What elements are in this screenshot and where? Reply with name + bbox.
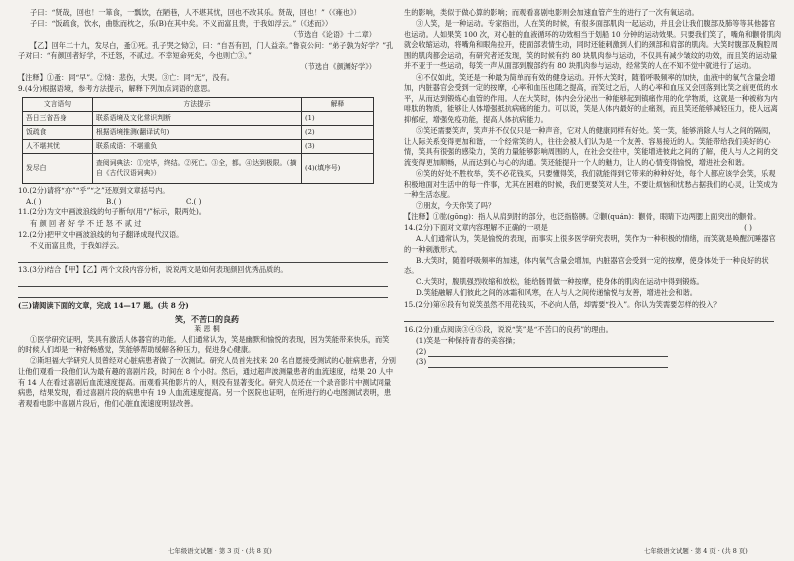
answer-cell[interactable]: (3) (302, 139, 374, 153)
left-page (18, 0, 396, 561)
answer-cell[interactable]: (2) (302, 125, 374, 139)
q16-item-2-label: (2) (416, 346, 427, 356)
text-a2: 子曰：“饭疏食，饮水，曲肱而枕之，乐(B)在其中矣。不义而富且贵，于我如浮云。”（《述而》） (30, 19, 333, 29)
answer-line[interactable] (428, 348, 668, 357)
table-cell: 联系语境及文化常识判断 (93, 111, 302, 125)
table-cell: 饭疏食 (23, 125, 93, 139)
table-header: 方法提示 (93, 97, 302, 111)
q16-item-2 (416, 347, 782, 358)
q10-option-c[interactable]: C.( ) (186, 196, 202, 206)
section-3-heading: (三)请阅读下面的文章，完成 14—17 题。(共 8 分) (18, 300, 189, 310)
paragraph-7: ⑦朋友，今天你笑了吗？ (416, 201, 496, 211)
text-b1: 【乙】回年二十九，发尽白，蚤①死。孔子哭之恸②，曰：“自吾有回，门人益亲。”鲁哀公问：“弟子孰为好学？”孔子对曰：“有颜回者好学，不迁怒，不贰过。不幸短命死矣，今也则亡③。” (18, 40, 394, 61)
question-11: 11.(2分)为文中画波浪线的句子断句(用“/”标示，限两处)。 (18, 207, 206, 217)
text-a1: 子曰：“贤哉，回也！一箪食，一瓢饮，在陋巷，人不堪其忧，回也不改其乐。贤哉，回也！”（《雍也》） (30, 8, 361, 17)
table-cell: 吾日三省吾身 (23, 111, 93, 125)
paragraph-4: ④不仅如此，笑还是一种最为简单而有效的健身运动。开怀大笑时，随着呼吸频率的加快，血液中的氧气含量会增加，内脏器官会受到一定的按摩，心率和血压也随之提高，而笑过之后，人的心率和血压又会回落到比笑之前更低的水平，从而达到锻炼心血管的作用。人在大笑时，体内会分泌出一种能够起到镇痛作用的化学物质，这就是一种被称为内啡肽的物质，能够让人体增强抵抗病痛的能力。可以说，笑是人体内最好的止痛剂，而且笑还能够减轻压力，使人远离抑郁症，增强免疫功能，提高人体抗病能力。 (404, 72, 778, 124)
answer-line[interactable] (404, 311, 774, 322)
paragraph-5: ⑤笑还需要笑声，笑声并不仅仅只是一种声音，它对人的健康同样有好处。笑一笑，能够消除人与人之间的隔阂，让人际关系变得更加和谐，一个经常笑的人，往往会被人们认为是一个友善、容易接近的人。笑能带给我们美好的心情，笑具有很强的感染力，笑的力量能够影响周围的人，在社会交往中，笑能增进彼此之间的了解，使人与人之间的交流变得更加顺畅，从而达到心与心的沟通。笑还能提升一个人的魅力，让人的心情变得愉悦，增进社会和谐。 (404, 126, 778, 167)
table-header-row (23, 97, 374, 111)
q10-options (26, 197, 396, 208)
question-9: 9.(4分)根据语境，参考方法提示，解释下列加点词语的意思。 (18, 84, 215, 94)
article-author: 莱 恩 桐 (194, 325, 220, 334)
table-cell: 联系成语：不堪重负 (93, 139, 302, 153)
table-cell: 人不堪其忧 (23, 139, 93, 153)
table-cell: 根据语境推测(翻译试句) (93, 125, 302, 139)
answer-line[interactable] (428, 359, 668, 368)
question-15: 15.(2分)第⑥段有句说笑虽然不用花钱买，不必向人借，却需要“投入”。你认为笑需要怎样的投入？ (404, 299, 721, 309)
paragraph-6: ⑥笑的好处不胜枚举，笑不必花钱买，只要懂得笑，我们就能得到它带来的种种好处，每个人都应该学会笑，乐观积极地面对生活中的每一件事，尤其在困难的时候，我们更要笑对人生，不要让烦恼和忧愁占据我们的心灵，让笑成为一种生活态度。 (404, 168, 778, 200)
q16-item-3-label: (3) (416, 357, 427, 367)
table-row (23, 125, 374, 139)
paragraph-1: ①医学研究证明，笑具有激活人体器官的功能。人们通常认为，笑是幽默和愉悦的表现，因为笑能带来快乐，而笑的时候人们却是一种舒畅感觉，笑能够帮助缓解各种压力，促进身心健康。 (18, 334, 390, 355)
answer-line[interactable] (18, 252, 388, 263)
table-cell: 查阅词典法：①完毕，终结。②死亡。③全，都。④达到极限。（摘自《古代汉语词典》） (93, 153, 302, 183)
q10-option-b[interactable]: B.( ) (106, 196, 122, 206)
q12-sentence: 不义而富且贵，于我如浮云。 (30, 240, 124, 250)
paragraph-2: ②斯坦福大学研究人员曾经对心脏病患者做了一次测试。研究人员首先找来 20 名自愿接受测试的心脏病患者，分别让他们观看一段他们认为最有趣的喜剧片段，时间在 8 个小时。然后，通过超声波测量患者的血流速度，结果 20 人中有 14 人在看过喜剧后血流速度提高。而观看其他影片的人，则没有显著变化。研究人员还在一个录音影片中测试同量病患，结果发现，看过喜剧片段的病患中有 19 人血流速度提高。另一个医院也证明，在所进行的心电图测试表明，患者观看电影中喜剧片段后，他们心脏血流速度明显改善。 (18, 356, 396, 408)
table-row (23, 139, 374, 153)
question-16: 16.(2分)重点阅读③④⑤段，说说“笑”是“不苦口的良药”的理由。 (404, 324, 613, 334)
question-10: 10.(2分)请将“亦”“乎”“之”还原到文章括号内。 (18, 185, 170, 195)
answer-line[interactable] (18, 276, 388, 287)
q14-option-b[interactable]: B.大笑时，随着呼吸频率的加速，体内氧气含量会增加，内脏器官会受到一定的按摩，使身体处于一种良好的状态。 (404, 255, 769, 276)
q14-option-a[interactable]: A.人们通常认为，笑是愉悦的表现，而事实上很多医学研究表明，笑作为一种积极的情绪，而笑就是唤醒沉睡器官的一种刺激形式。 (404, 233, 776, 254)
table-header: 解释 (302, 97, 374, 111)
q16-item-3 (416, 357, 782, 368)
paragraph-2-cont: 生的影响，类似于做心算的影响；而观看喜剧电影则会加速血管产生的进行了一次有氧运动。 (404, 8, 699, 17)
question-13: 13.(3分)结合【甲】【乙】两个文段内容分析，说说两文是如何表现颜回优秀品质的。 (18, 264, 288, 274)
method-table (22, 97, 374, 184)
note-b: 【注释】①蚤：同“早”。②恸：悲伤，大哭。③亡：同“无”，没有。 (18, 73, 234, 83)
source-b: （节选自《颜渊好学》） (300, 62, 376, 72)
page-footer-left: 七年级语文试题 · 第 3 页 · (共 8 页) (168, 547, 272, 556)
q14-answer[interactable]: ( ) (744, 223, 752, 233)
question-14 (404, 223, 782, 234)
table-row (23, 153, 374, 183)
q14-text: 14.(2分)下面对文章内容理解不正确的一项是 (404, 223, 548, 233)
source-a: （节选自《论语》十二章） (289, 30, 376, 40)
table-cell: 发尽白 (23, 153, 93, 183)
article-note: 【注释】①肱(gōng)：指人从肩到肘的部分，也泛指胳膊。②颧(quán)：颧骨，眼睛下边两腮上面突出的颧骨。 (404, 212, 761, 222)
q11-sentence: 有 颜 回 者 好 学 不 迁 怒 不 贰 过 (30, 218, 142, 228)
answer-cell[interactable]: (4)(填序号) (302, 153, 374, 183)
table-row (23, 111, 374, 125)
paragraph-3: ③人笑，是一种运动。专家指出，人在笑的时候，有很多面部肌肉一起运动，并且会让我们腹部及肺等等其他器官也运动。人如果笑 100 次，对心脏的血液循环的功效相当于划船 10 分钟的运动效果。只要我们笑了，嘴角和颧骨肌肉就会收缩运动，将嘴角和眼角拉开，使面部表情生动，同时还能刺激到人们的颈部和肩部的肌肉。大笑时腹部及胸腔周围的肌肉都会运动，有研究者还发现，笑的时候有约 80 块肌肉参与运动，不仅具有减少皱纹的功效，而且笑的运动量并不亚于一些运动，每笑一声从面部到腹部约有 80 块肌肉参与运动，经常笑的人在不知不觉中就进行了运动。 (404, 19, 782, 71)
question-12: 12.(2分)把甲文中画波浪线的句子翻译成现代汉语。 (18, 229, 184, 239)
answer-cell[interactable]: (1) (302, 111, 374, 125)
right-page (404, 0, 782, 561)
table-header: 文言语句 (23, 97, 93, 111)
q14-option-c[interactable]: C.大笑时，腹肌强烈收缩和放松，能给肠胃做一种按摩，使身体的肌肉在运动中得到锻炼。 (416, 277, 704, 287)
article-title: 笑，不苦口的良药 (175, 313, 239, 324)
q14-option-d[interactable]: D.笑能融解人们彼此之间的冰霜和风寒，在人与人之间传递愉悦与友善，增进社会和谐。 (416, 288, 697, 298)
q16-item-1: (1)笑是一种保持青春的美容操； (416, 335, 520, 345)
page-footer-right: 七年级语文试题 · 第 4 页 · (共 8 页) (644, 547, 748, 556)
answer-line[interactable] (18, 287, 388, 298)
q10-option-a[interactable]: A.( ) (26, 196, 42, 206)
